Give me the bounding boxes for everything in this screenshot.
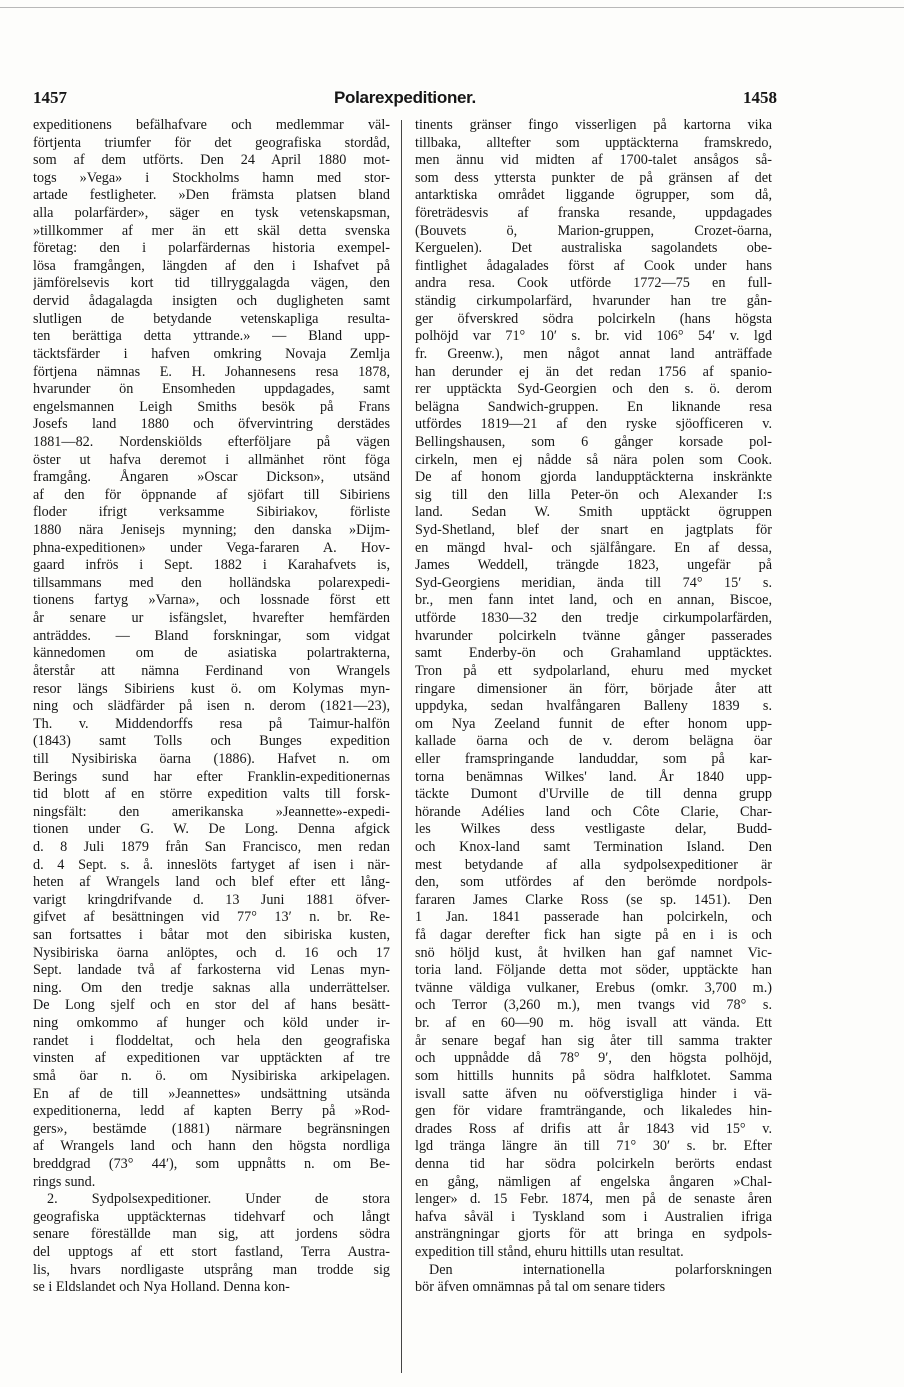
text-line: om Nya Zeeland funnit de efter honom upp- [415, 715, 772, 732]
text-line: men ännu vid midten af 1700-talet ansågos så- [415, 152, 772, 169]
text-line: af Wrangels land och hann den högsta nordliga [33, 1138, 390, 1155]
column-divider [401, 120, 402, 1373]
text-line: tillsammans med den holländska polarexpedi- [33, 574, 390, 591]
text-line: rings sund. [33, 1173, 96, 1190]
text-line: Tron på ett sydpolarland, ehuru med mycket [415, 662, 772, 679]
text-line: Th. v. Middendorffs resa på Taimur-halfön [33, 715, 390, 732]
text-line: vinsten af expeditionen var upptäckten af tre [33, 1050, 390, 1067]
text-line: tid blott af en större expedition valts till forsk- [33, 786, 390, 803]
text-line: 1880 nära Jenisejs mynning; den danska »Dijm- [33, 522, 390, 539]
text-line: Sept. landade två af farkosterna vid Lenas myn- [33, 962, 390, 979]
text-line: Den internationella polarforskningen [429, 1261, 772, 1278]
text-line: som hittills hunnits på södra halfklotet. Samma [415, 1067, 772, 1084]
text-line: företrädesvis af franska resande, uppdagades [415, 205, 772, 222]
text-line: förtjena nämnas E. H. Johannesens resa 1878, [33, 363, 390, 380]
text-line: expeditionens befälhafvare och medlemmar väl- [33, 117, 390, 133]
text-line: gifvet af besättningen vid 77° 13′ n. br. Re- [33, 909, 390, 926]
text-line: les Wilkes dess vestligaste delar, Budd- [415, 821, 772, 838]
text-line: expedition till stånd, ehuru hittills utan resultat. [415, 1244, 684, 1260]
text-line: kännedomen om de asiatiska polartrakterna, [33, 645, 390, 662]
top-rule [0, 7, 904, 8]
text-line: eller framspringande landuddar, som på kar- [415, 750, 772, 767]
text-line: (Bouvets ö, Marion-gruppen, Crozet-öarna, [415, 222, 772, 239]
text-line: framgång. Ångaren »Oscar Dickson», utsänd [33, 469, 390, 486]
text-line: d. 8 Juli 1879 från San Francisco, men redan [33, 838, 390, 855]
text-line: Berings sund har efter Franklin-expeditionernas [33, 768, 390, 785]
text-line: del upptogs af ett stort fastland, Terra Austra- [33, 1244, 390, 1260]
text-line: drades Ross af drifis att år 1843 vid 15° v. [415, 1120, 772, 1137]
text-line: gers», bestämde (1881) närmare begränsningen [33, 1120, 390, 1137]
text-line: heten af Wrangels land och blef efter ett lång- [33, 874, 390, 891]
text-line: och Terror (3,260 m.), men tvangs vid 78° s. [415, 997, 772, 1014]
text-line: torna benämnas Wilkes' land. År 1840 upp- [415, 768, 772, 785]
text-line: återstår att nämna Ferdinand von Wrangels [33, 662, 390, 679]
text-line: och Knox-land samt Termination Island. Den [415, 838, 772, 855]
text-line: förtjenta triumfer för det geografiska stordåd, [33, 134, 390, 151]
text-line: denna tid har södra polcirkeln berörts endast [415, 1155, 772, 1172]
text-line: andra resa. Cook utförde 1772—75 en full- [415, 275, 772, 292]
right-column [415, 117, 772, 1297]
text-line: jämförelsevis kort tid tillryggalagda vägen, den [33, 275, 390, 292]
text-line: slutligen de betydande vetenskapliga resulta- [33, 310, 390, 327]
text-line: hafva såväl i Tyskland som i Australien ifriga [415, 1208, 772, 1225]
text-line: hörande Adélies land och Côte Clarie, Char- [415, 803, 772, 820]
text-line: isvall satte äfven nu oöfverstigliga hinder i vä- [415, 1085, 772, 1102]
text-line: varigt kringdrifvande d. 13 Juni 1881 öfver- [33, 891, 390, 908]
text-line: år senare begaf han sig åter till samma trakter [415, 1032, 772, 1049]
text-line: 2. Sydpolsexpeditioner. Under de stora [47, 1191, 390, 1208]
page-number-right: 1458 [743, 88, 777, 107]
text-line: artade festligheter. »Den främsta platsen bland [33, 187, 390, 204]
text-line: fintlighet ådagalades först af Cook under hans [415, 257, 772, 274]
text-line: som af dem utförts. Den 24 April 1880 mot- [33, 152, 390, 169]
text-line: han derunder ej än det redan 1756 af spanio- [415, 363, 772, 380]
text-line: polhöjd var 71° 10′ s. br. vid 106° 54′ v. lgd [415, 328, 772, 345]
text-line: d. 4 Sept. s. å. inneslöts fartyget af isen i när- [33, 856, 390, 873]
text-line: De Long sjelf och en stor del af hans besätt- [33, 997, 390, 1014]
text-line: ning. Om den tredje saknas alla underrättelser. [33, 979, 390, 996]
text-line: hvarunder ön Ensomheden uppdagades, samt [33, 381, 390, 398]
text-line: En af de till »Jeannettes» undsättning utsända [33, 1085, 390, 1102]
text-line: lgd tränga längre än till 71° 30′ s. br. Efter [415, 1138, 772, 1155]
text-line: ständig cirkumpolarfärd, hvarunder han tre gån- [415, 293, 772, 310]
text-line: randet i floddeltat, och hela den geografiska [33, 1032, 390, 1049]
text-line: phna-expeditionen» under Vega-fararen A. Hov- [33, 539, 390, 556]
text-line: alla polarfärder», säger en tysk vetenskapsman, [33, 205, 390, 222]
text-line: hvarunder polcirkeln tvänne gånger passerades [415, 627, 772, 644]
text-line: en mängd hval- och själfångare. En af dessa, [415, 539, 772, 556]
text-line: lenger» d. 15 Febr. 1874, men på de senaste åren [415, 1191, 772, 1208]
text-line: Syd-Shetland, blef der snart en jagtplats för [415, 522, 772, 539]
text-line: tionens fartyg »Varna», och lossnade först ett [33, 592, 390, 609]
text-line: ten berättiga detta yttrande.» — Bland upp- [33, 328, 390, 345]
text-line: anträddes. — Bland forskningar, som vidgat [33, 627, 390, 644]
text-line: 1 Jan. 1841 passerade han polcirkeln, och [415, 909, 772, 926]
text-line: täckte Dumont d'Urville de till denna grupp [415, 786, 772, 803]
text-line: floder ifrigt verksamme Sibiriakov, förliste [33, 504, 390, 521]
text-line: tionen under G. W. De Long. Denna afgick [33, 821, 390, 838]
text-line: san fortsattes i båtar mot den sibiriska kusten, [33, 927, 390, 944]
text-line: antarktiska området liggande ögrupper, som då, [415, 187, 772, 204]
text-line: se i Eldslandet och Nya Holland. Denna kon- [33, 1279, 290, 1296]
text-line: till Nysibiriska öarna (1886). Hafvet n. om [33, 750, 390, 767]
text-line: cirkeln, men ej nådde så nära polen som Cook. [415, 451, 772, 468]
text-line: få dagar derefter fick han sigte på en i is och [415, 927, 772, 944]
text-line: br. af en 60—90 m. hög isvall att vända. Ett [415, 1015, 772, 1032]
text-line: James Weddell, trängde 1823, ungefär på [415, 557, 772, 574]
text-line: lösa framgången, längden af den i Ishafvet på [33, 257, 390, 274]
text-line: gaard infrös i Sept. 1882 i Karahafvets is, [33, 557, 390, 574]
running-title: Polarexpeditioner. [334, 88, 476, 107]
text-line: tillbaka, alltefter som upptäckterna framskredo, [415, 134, 772, 151]
text-line: och uppnådde då 78° 9′, den högsta polhöjd, [415, 1050, 772, 1067]
text-line: 1881—82. Nordenskiölds efterföljare på vägen [33, 433, 390, 450]
text-line: af den för öppnande af sjöfart till Sibiriens [33, 486, 390, 503]
text-line: togs »Vega» i Stockholms hamn med stor- [33, 169, 390, 186]
left-column [33, 117, 390, 1297]
text-line: uppdyka, sedan hvalfångaren Balleny 1839 s. [415, 698, 772, 715]
text-line: utfördes 1819—21 af den ryske sjöofficeren v. [415, 416, 772, 433]
text-line: land. Sedan W. Smith upptäckt ögruppen [415, 504, 772, 521]
text-line: små öar n. ö. om Nysibiriska arkipelagen. [33, 1067, 390, 1084]
text-line: fararen James Clarke Ross (se sp. 1451). Den [415, 891, 772, 908]
text-line: täcktsfärder i hafven omkring Novaja Zemlja [33, 345, 390, 362]
text-line: expeditionerna, ledd af kapten Berry på »Rod- [33, 1103, 390, 1120]
text-line: toria land. Följande detta mot söder, upptäckte han [415, 962, 772, 979]
text-line: belägna Sandwich-gruppen. En liknande resa [415, 398, 772, 415]
text-line: breddgrad (73° 44′), som uppnåtts n. om Be- [33, 1155, 390, 1172]
text-line: ningsfält: den amerikanska »Jeannette»-expedi- [33, 803, 390, 820]
text-line: Syd-Georgiens meridian, ända till 74° 15′ s. [415, 574, 772, 591]
text-line: den, som utfördes af den berömde nordpols- [415, 874, 772, 891]
text-line: ger öfverskred södra polcirkeln (hans högsta [415, 310, 772, 327]
text-line: ansträngningar gjorts för att bringa en sydpols- [415, 1226, 772, 1243]
text-line: Bellingshausen, som 6 gånger korsade pol- [415, 433, 772, 450]
text-line: gen för vidare framträngande, och likaledes hin- [415, 1103, 772, 1120]
text-line: lis, hvars nordligaste utsprång man trodde sig [33, 1261, 390, 1278]
text-line: företag: den i polarfärdernas historia exempel- [33, 240, 390, 257]
text-line: rer upptäckta Syd-Georgien och den s. ö. derom [415, 381, 772, 398]
text-line: ning omkommo af hunger och köld under ir- [33, 1015, 390, 1032]
text-line: samt Enderby-ön och Grahamland upptäcktes. [415, 645, 772, 662]
text-line: Kerguelen). Det australiska sagolandets obe- [415, 240, 772, 257]
text-line: Josefs land 1880 och öfvervintring derstädes [33, 416, 390, 433]
text-line: senare föreställde man sig, att jordens södra [33, 1226, 390, 1243]
text-line: ringare dimensioner än förr, började åter att [415, 680, 772, 697]
text-line: snö höljd kust, åt hvilken han gaf namnet Vic- [415, 944, 772, 961]
text-line: »tillkommer af mer än ett skäl detta svenska [33, 222, 390, 239]
text-line: resor längs Sibiriens kust ö. om Kolymas myn- [33, 680, 390, 697]
text-line: år senare ur isfängslet, hvarefter hemfärden [33, 610, 390, 627]
text-line: bör äfven omnämnas på tal om senare tiders [415, 1279, 666, 1296]
text-line: öster ut hafva deremot i allmänhet rönt föga [33, 451, 390, 468]
text-line: tvänne väldiga vulkaner, Erebus (omkr. 3,700 m.) [415, 979, 772, 996]
text-line: engelsmannen Leigh Smiths besök på Frans [33, 398, 390, 415]
page-header [33, 88, 777, 110]
text-line: sig till den lilla Peter-ön och Alexander I:s [415, 486, 772, 503]
text-line: (1843) samt Tolls och Bunges expedition [33, 733, 390, 750]
text-line: De af honom gjorda landupptäckterna inskränkte [415, 469, 772, 486]
text-line: dervid ådagalagda insigten och dugligheten samt [33, 293, 390, 310]
text-line: ning och slädfärder på isen n. derom (1821—23), [33, 698, 390, 715]
text-line: som dess yttersta punkter de på gränsen af det [415, 169, 772, 186]
text-line: mest betydande af alla sydpolsexpeditioner är [415, 856, 772, 873]
text-line: br., men fann intet land, och en annan, Biscoe, [415, 592, 772, 609]
text-line: kallade öarna och de v. derom belägna öar [415, 733, 772, 750]
text-line: fr. Greenw.), men något annat land anträffade [415, 345, 772, 362]
text-line: geografiska upptäckternas tidehvarf och långt [33, 1208, 390, 1225]
page-number-left: 1457 [33, 88, 67, 107]
text-line: utförde 1830—32 den tredje cirkumpolarfärden, [415, 610, 772, 627]
text-line: Nysibiriska öarna anlöptes, och d. 16 och 17 [33, 944, 390, 961]
text-line: en gång, nämligen af engelska ångaren »Chal- [415, 1173, 772, 1190]
text-line: tinents gränser fingo visserligen på kartorna vika [415, 117, 772, 133]
